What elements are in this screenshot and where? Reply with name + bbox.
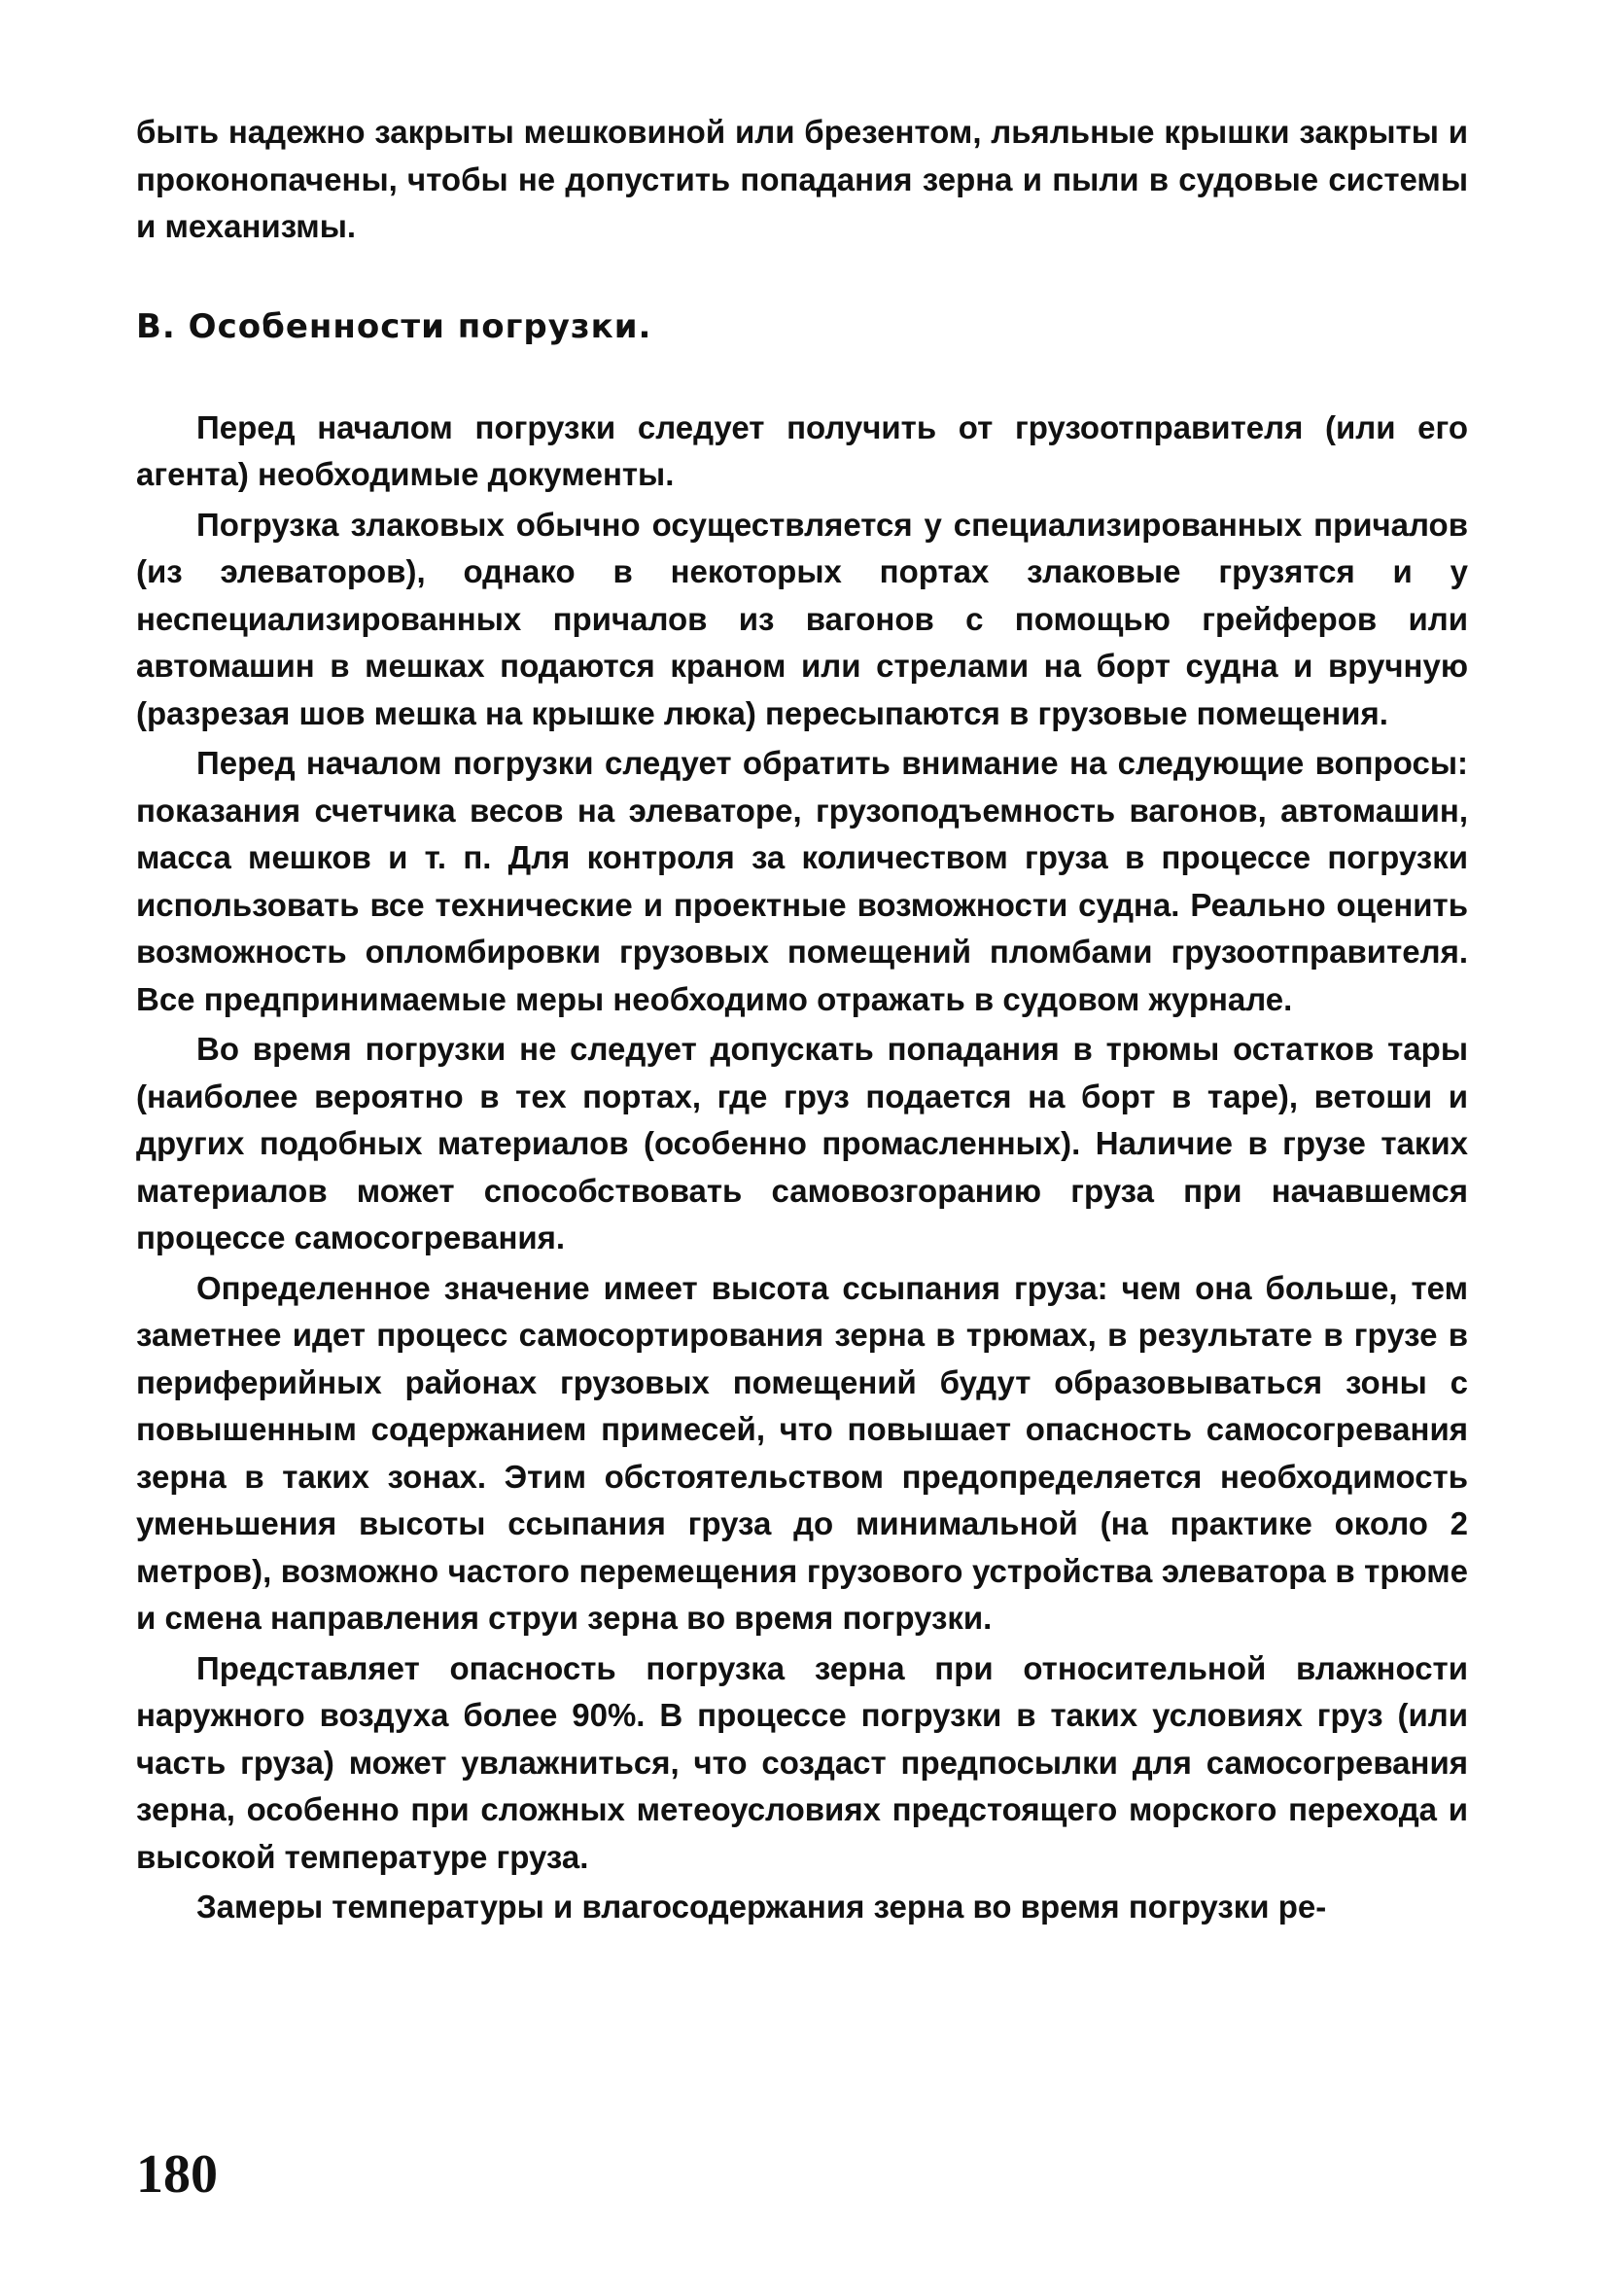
paragraph-pouring-height: Определенное значение имеет высота ссыпания груза: чем она больше, тем заметнее идет процесс самосортирования зерна в трюмах, в результате в грузе в периферийных районах грузовых помещений будут образовываться зоны с повышенным содержанием примесей, что повышает опасность самосогревания зерна в таких зонах. Этим обстоятельством предопределяется необходимость уменьшения высоты ссыпания груза до минимальной (на практике около 2 метров), возможно частого перемещения грузового устройства элеватора в трюме и смена направления струи зерна во время погрузки. xyxy=(136,1269,1468,1636)
section-heading: В. Особенности погрузки. xyxy=(136,306,652,346)
paragraph-documents: Перед началом погрузки следует получить от грузоотправителя (или его агента) необходимые документы. xyxy=(136,408,1468,492)
paragraph-loading-methods: Погрузка злаковых обычно осуществляется у специализированных причалов (из элеваторов), однако в некоторых портах злаковые грузятся и у неспециализированных причалов из вагонов с помощью грейферов или автомашин в мешках подаются краном или стрелами на борт судна и вручную (разрезая шов мешка на крышке люка) пересыпаются в грузовые помещения. xyxy=(136,506,1468,731)
paragraph-humidity: Представляет опасность погрузка зерна при относительной влажности наружного воздуха более 90%. В процессе погрузки в таких условиях груз (или часть груза) может увлажниться, что создаст предпосылки для самосогревания зерна, особенно при сложных метеоусловиях предстоящего морского перехода и высокой температуре груза. xyxy=(136,1649,1468,1875)
continuation-paragraph: быть надежно закрыты мешковиной или брезентом, льяльные крышки закрыты и проконопачены, чтобы не допустить попадания зерна и пыли в судовые системы и механизмы. xyxy=(136,114,1468,244)
paragraph-control: Перед началом погрузки следует обратить внимание на следующие вопросы: показания счетчика весов на элеваторе, грузоподъемность вагонов, автомашин, масса мешков и т. п. Для контроля за количеством груза в процессе погрузки использовать все технические и проектные возможности судна. Реально оценить возможность опломбировки грузовых помещений пломбами грузоотправителя. Все предпринимаемые меры необходимо отражать в судовом журнале. xyxy=(136,745,1468,1017)
page-number: 180 xyxy=(136,2144,218,2205)
paragraph-measurements: Замеры температуры и влагосодержания зерна во время погрузки ре- xyxy=(196,1889,1327,1925)
paragraph-foreign-materials: Во время погрузки не следует допускать попадания в трюмы остатков тары (наиболее вероятно в тех портах, где груз подается на борт в таре), ветоши и других подобных материалов (особенно промасленных). Наличие в грузе таких материалов может способствовать самовозгоранию груза при начавшемся процессе самосогревания. xyxy=(136,1031,1468,1255)
page-body xyxy=(136,109,1468,1934)
